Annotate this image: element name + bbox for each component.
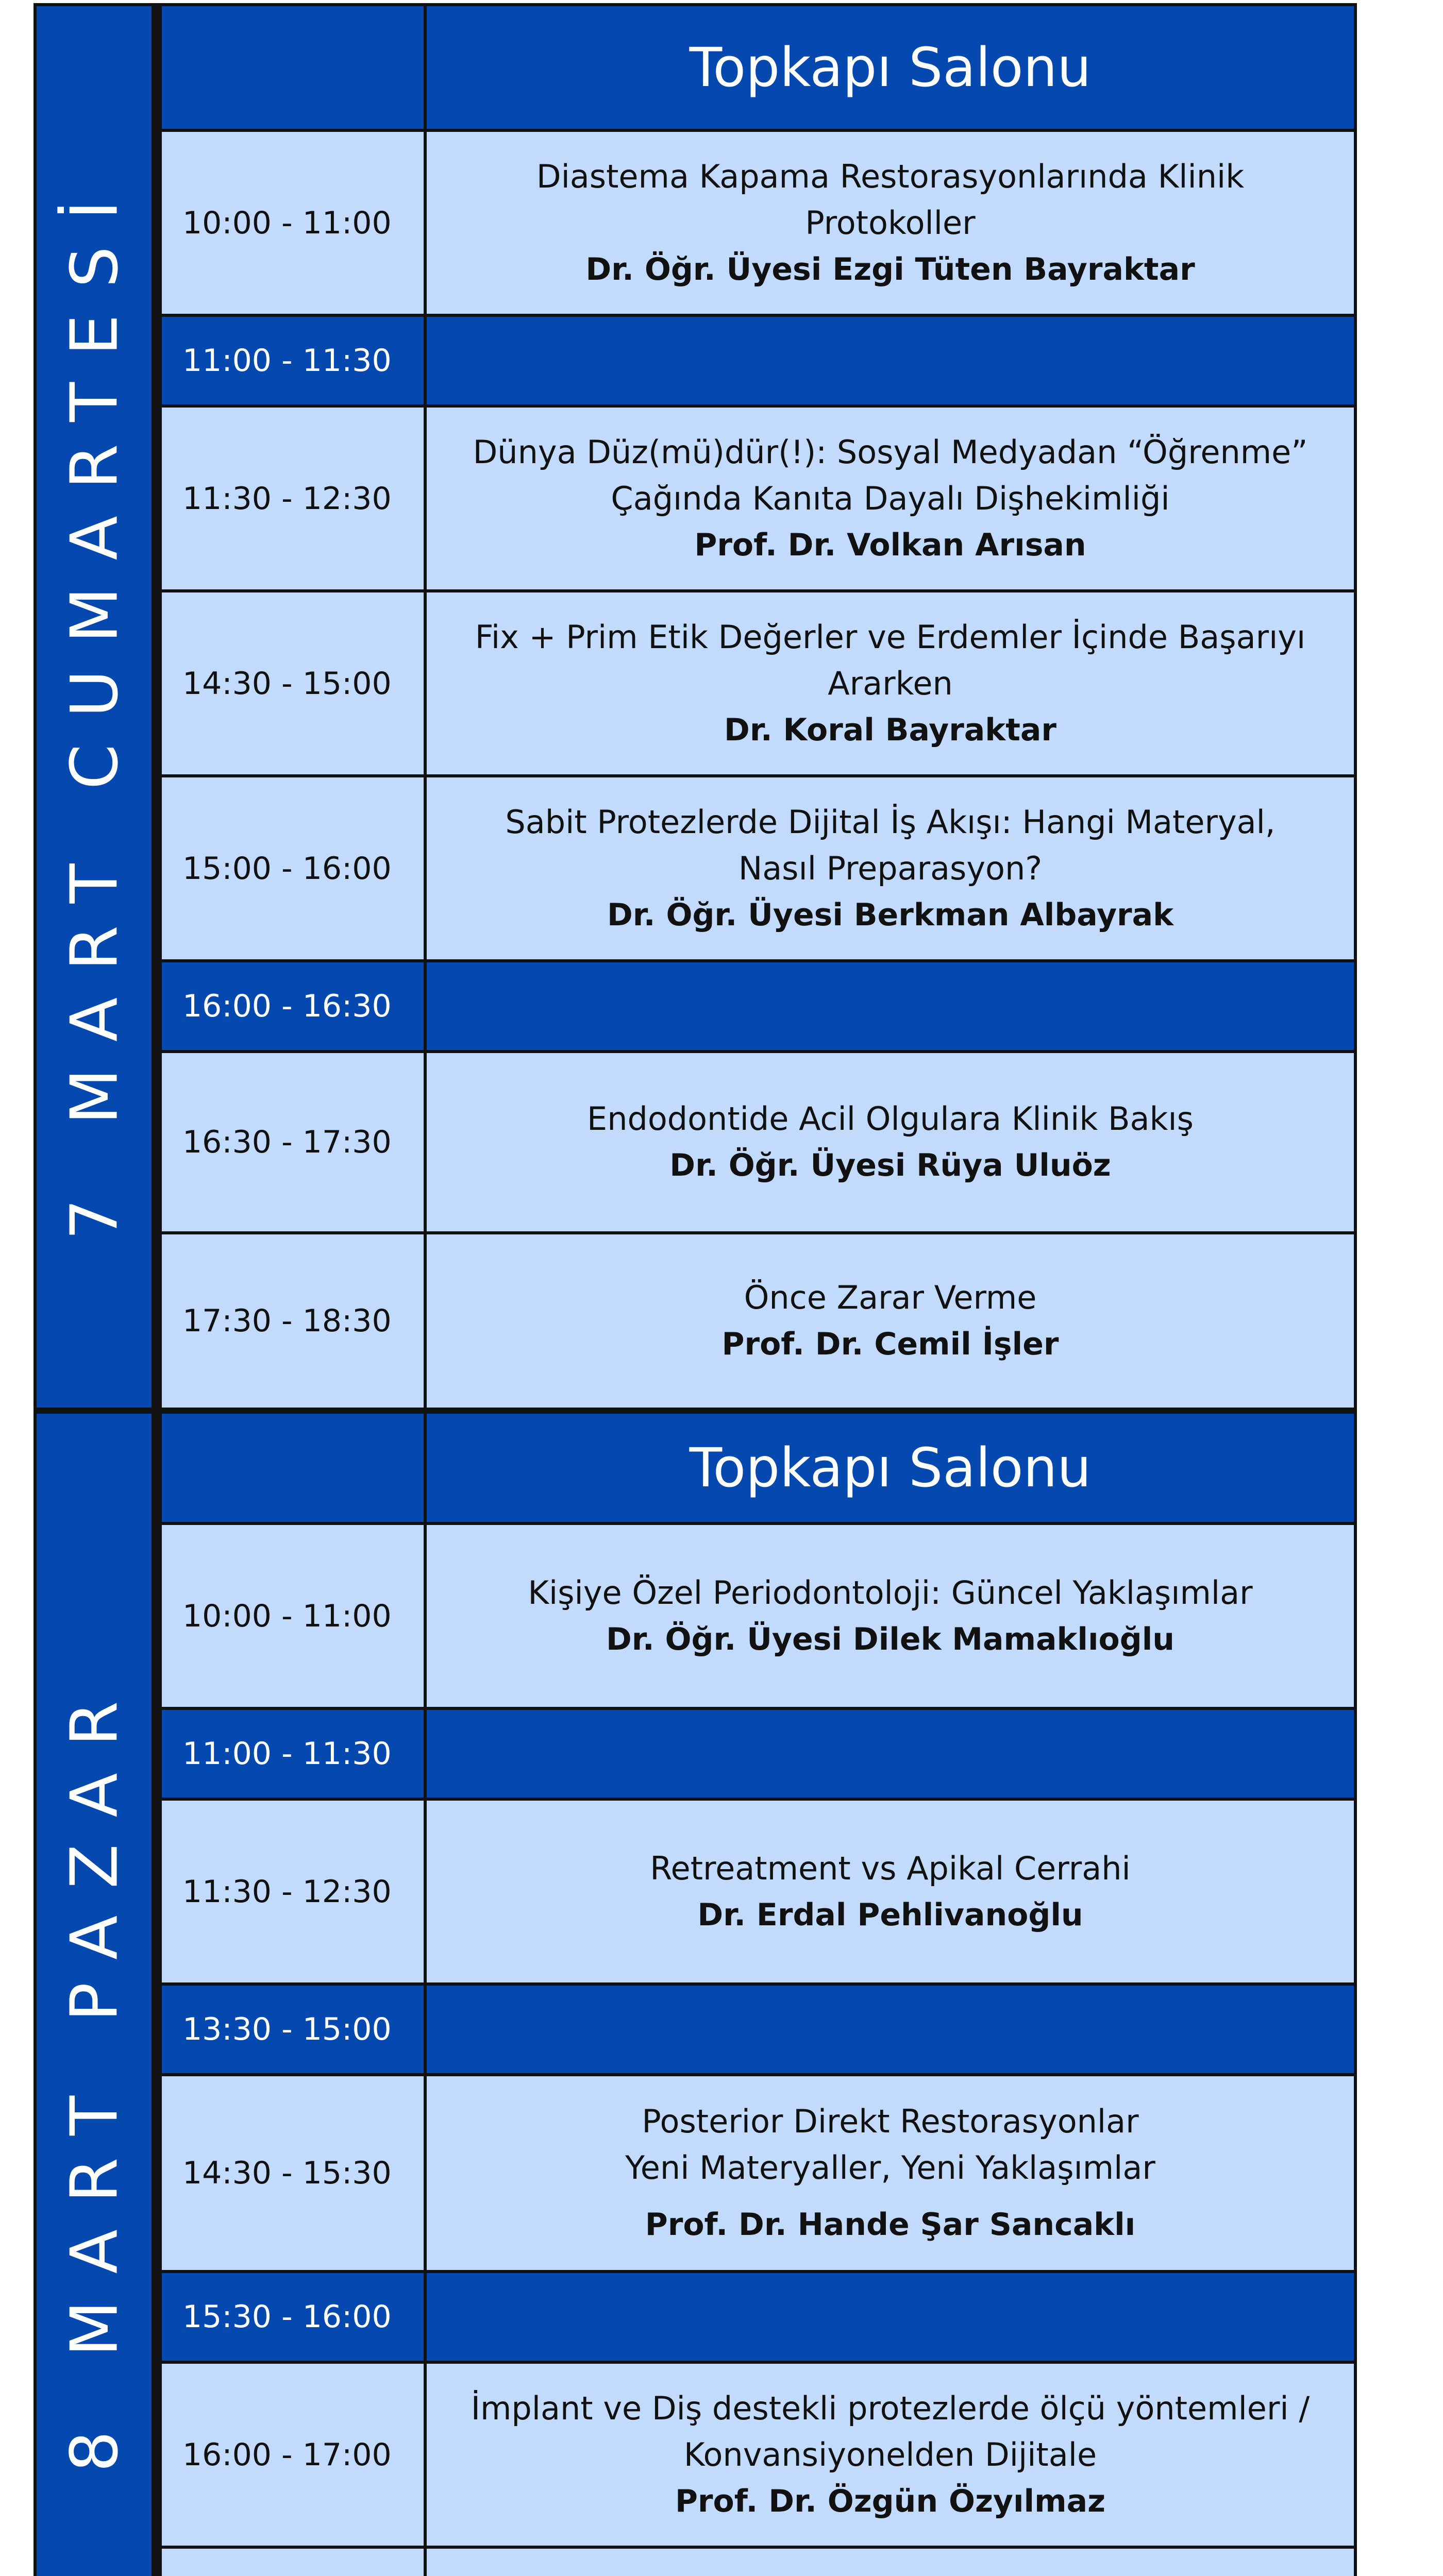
- day-label: 7 MART CUMARTESİ: [56, 174, 132, 1240]
- session-time: 16:00 - 17:00: [182, 2436, 392, 2473]
- session-speaker: Prof. Dr. Volkan Arısan: [694, 527, 1086, 563]
- break-time: 16:00 - 16:30: [182, 988, 392, 1024]
- session-row: [159, 589, 1357, 777]
- hall-header-cell: [424, 3, 1357, 132]
- hall-name: Topkapı Salonu: [689, 36, 1092, 99]
- session-row: [159, 1050, 1357, 1234]
- schedule-grid: [159, 3, 1357, 1411]
- session-time: 11:30 - 12:30: [182, 1873, 392, 1910]
- session-row: [159, 1522, 1357, 1710]
- session-title-line: Retreatment vs Apikal Cerrahi: [650, 1849, 1131, 1887]
- break-empty-cell: [424, 959, 1357, 1053]
- session-time: 17:30 - 18:30: [182, 1303, 392, 1339]
- session-time: 15:00 - 16:00: [182, 850, 392, 887]
- day-label: 8 MART PAZAR: [56, 1674, 132, 2472]
- break-row: [159, 959, 1357, 1053]
- session-row: [159, 404, 1357, 592]
- break-empty-cell: [424, 314, 1357, 408]
- session-title-line: Endodontide Acil Olgulara Klinik Bakış: [587, 1100, 1194, 1138]
- session-info: [447, 429, 1333, 568]
- session-title-line: Protokoller: [805, 204, 976, 242]
- session-speaker: Dr. Öğr. Üyesi Dilek Mamaklıoğlu: [606, 1621, 1174, 1657]
- session-info: [447, 1275, 1333, 1367]
- break-empty-cell: [424, 2270, 1357, 2364]
- session-row: [159, 1231, 1357, 1411]
- session-title-line: Diastema Kapama Restorasyonlarında Klinik: [536, 157, 1245, 195]
- session-title-line: Nasıl Preparasyon?: [738, 849, 1043, 887]
- session-time: 14:30 - 15:00: [182, 665, 392, 702]
- hall-header-cell: [424, 1411, 1357, 1525]
- session-title-line: Fix + Prim Etik Değerler ve Erdemler İçinde Başarıyı: [475, 618, 1306, 656]
- session-row: [159, 1798, 1357, 1986]
- break-empty-cell: [424, 1707, 1357, 1801]
- session-title-line: Yeni Materyaller, Yeni Yaklaşımlar: [625, 2149, 1155, 2187]
- session-speaker: Prof. Dr. Özgün Özyılmaz: [675, 2483, 1106, 2519]
- session-row: [159, 2546, 1357, 2576]
- session-row: [159, 2361, 1357, 2549]
- break-row: [159, 2270, 1357, 2364]
- session-row: [159, 129, 1357, 317]
- session-title-line: Posterior Direkt Restorasyonlar: [642, 2103, 1139, 2140]
- header-empty-cell: [159, 1411, 427, 1525]
- session-info: [447, 154, 1333, 293]
- session-title-line: Dünya Düz(mü)dür(!): Sosyal Medyadan “Öğrenme”: [473, 433, 1308, 471]
- session-time: 10:00 - 11:00: [182, 1598, 392, 1634]
- hall-header-row: [159, 3, 1357, 132]
- session-title-line: Konvansiyonelden Dijitale: [683, 2435, 1097, 2473]
- session-time: 11:30 - 12:30: [182, 480, 392, 517]
- day-section-7-mart: [33, 3, 1357, 1411]
- break-row: [159, 1982, 1357, 2076]
- session-time: 14:30 - 15:30: [182, 2155, 392, 2191]
- session-speaker: Dr. Koral Bayraktar: [724, 711, 1056, 748]
- session-speaker: Prof. Dr. Hande Şar Sancaklı: [645, 2207, 1136, 2243]
- schedule-grid: [159, 1411, 1357, 2576]
- session-row: [159, 774, 1357, 962]
- break-empty-cell: [424, 1982, 1357, 2076]
- session-title-line: Sabit Protezlerde Dijital İş Akışı: Hangi Materyal,: [505, 803, 1276, 841]
- session-info: [447, 2385, 1333, 2524]
- session-speaker: Dr. Öğr. Üyesi Ezgi Tüten Bayraktar: [585, 251, 1195, 287]
- day-section-8-mart: [33, 1411, 1357, 2576]
- break-time: 11:00 - 11:30: [182, 343, 392, 379]
- break-time: 13:30 - 15:00: [182, 2011, 392, 2047]
- session-speaker: Dr. Öğr. Üyesi Rüya Uluöz: [669, 1147, 1111, 1183]
- session-info: [447, 614, 1333, 753]
- break-row: [159, 314, 1357, 408]
- session-info: [447, 1845, 1333, 1938]
- session-title-line: Kişiye Özel Periodontoloji: Güncel Yaklaşımlar: [528, 1573, 1253, 1612]
- session-time: 16:30 - 17:30: [182, 1124, 392, 1160]
- session-speaker: Dr. Erdal Pehlivanoğlu: [697, 1896, 1083, 1933]
- break-time: 15:30 - 16:00: [182, 2299, 392, 2335]
- break-time: 11:00 - 11:30: [182, 1736, 392, 1772]
- day-label-panel: [33, 3, 159, 1411]
- session-info: [447, 1570, 1333, 1663]
- session-title-line: Çağında Kanıta Dayalı Dişhekimliği: [611, 479, 1170, 517]
- session-title-line: İmplant ve Diş destekli protezlerde ölçü yöntemleri /: [471, 2389, 1310, 2427]
- session-speaker: Prof. Dr. Cemil İşler: [722, 1326, 1059, 1362]
- session-time: 10:00 - 11:00: [182, 205, 392, 241]
- session-title-line: Ararken: [828, 664, 953, 702]
- session-info: [447, 2098, 1333, 2248]
- hall-name: Topkapı Salonu: [689, 1436, 1092, 1499]
- break-row: [159, 1707, 1357, 1801]
- session-info: [447, 1096, 1333, 1189]
- day-label-panel: [33, 1411, 159, 2576]
- session-title-line: Önce Zarar Verme: [744, 1279, 1037, 1316]
- session-row: [159, 2073, 1357, 2273]
- session-info: [447, 799, 1333, 938]
- hall-header-row: [159, 1411, 1357, 1525]
- session-speaker: Dr. Öğr. Üyesi Berkman Albayrak: [607, 896, 1174, 933]
- header-empty-cell: [159, 3, 427, 132]
